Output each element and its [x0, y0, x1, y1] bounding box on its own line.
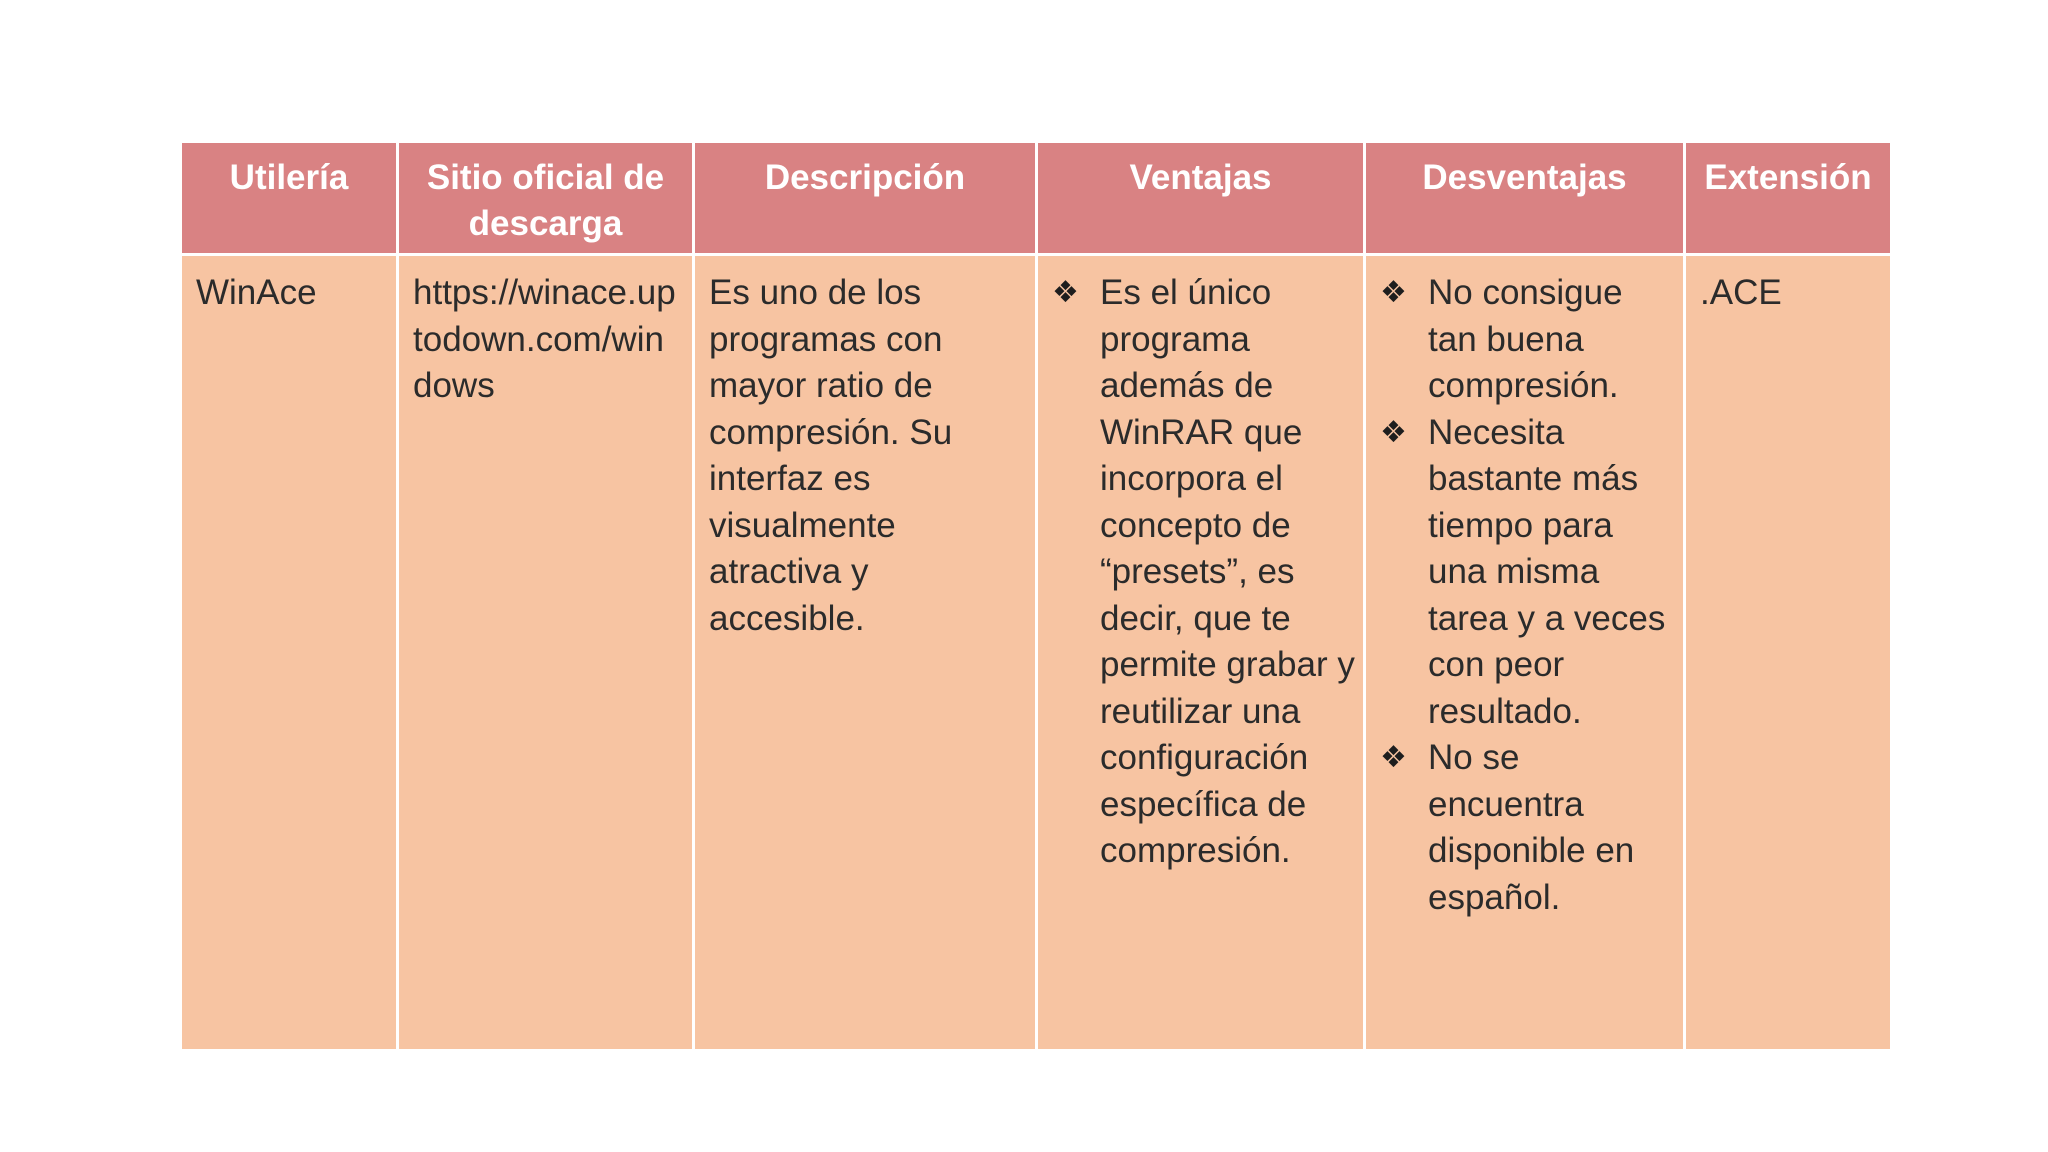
header-extension: Extensión	[1685, 142, 1892, 255]
header-row	[181, 142, 1892, 255]
ventaja-text: Es el único programa además de WinRAR que incorpora el concepto de “presets”, es decir, que te permite grabar y reutilizar una configuración específica de compresión.	[1100, 273, 1355, 870]
desventaja-text: No se encuentra disponible en español.	[1428, 738, 1635, 917]
list-item	[1380, 270, 1675, 410]
cell-utileria: WinAce	[181, 255, 398, 1051]
header-descripcion: Descripción	[694, 142, 1037, 255]
cell-sitio-url: https://winace.uptodown.com/windows	[398, 255, 694, 1051]
diamond-bullet-icon: ❖	[1380, 276, 1407, 309]
desventajas-list	[1380, 270, 1675, 921]
list-item	[1380, 735, 1675, 921]
header-sitio-oficial: Sitio oficial de descarga	[398, 142, 694, 255]
table-row	[181, 255, 1892, 1051]
cell-ventajas	[1037, 255, 1365, 1051]
header-ventajas: Ventajas	[1037, 142, 1365, 255]
diamond-bullet-icon: ❖	[1052, 276, 1079, 309]
header-utileria: Utilería	[181, 142, 398, 255]
desventaja-text: Necesita bastante más tiempo para una misma tarea y a veces con peor resultado.	[1428, 412, 1666, 731]
diamond-bullet-icon: ❖	[1380, 741, 1407, 774]
ventajas-list	[1052, 270, 1355, 875]
cell-extension: .ACE	[1685, 255, 1892, 1051]
cell-descripcion: Es uno de los programas con mayor ratio de compresión. Su interfaz es visualmente atractiva y accesible.	[694, 255, 1037, 1051]
diamond-bullet-icon: ❖	[1380, 415, 1407, 449]
list-item	[1380, 410, 1675, 736]
list-item	[1052, 270, 1355, 875]
desventaja-text: No consigue tan buena compresión.	[1428, 273, 1623, 405]
header-desventajas: Desventajas	[1365, 142, 1685, 255]
comparison-table	[179, 140, 1893, 1052]
cell-desventajas	[1365, 255, 1685, 1051]
